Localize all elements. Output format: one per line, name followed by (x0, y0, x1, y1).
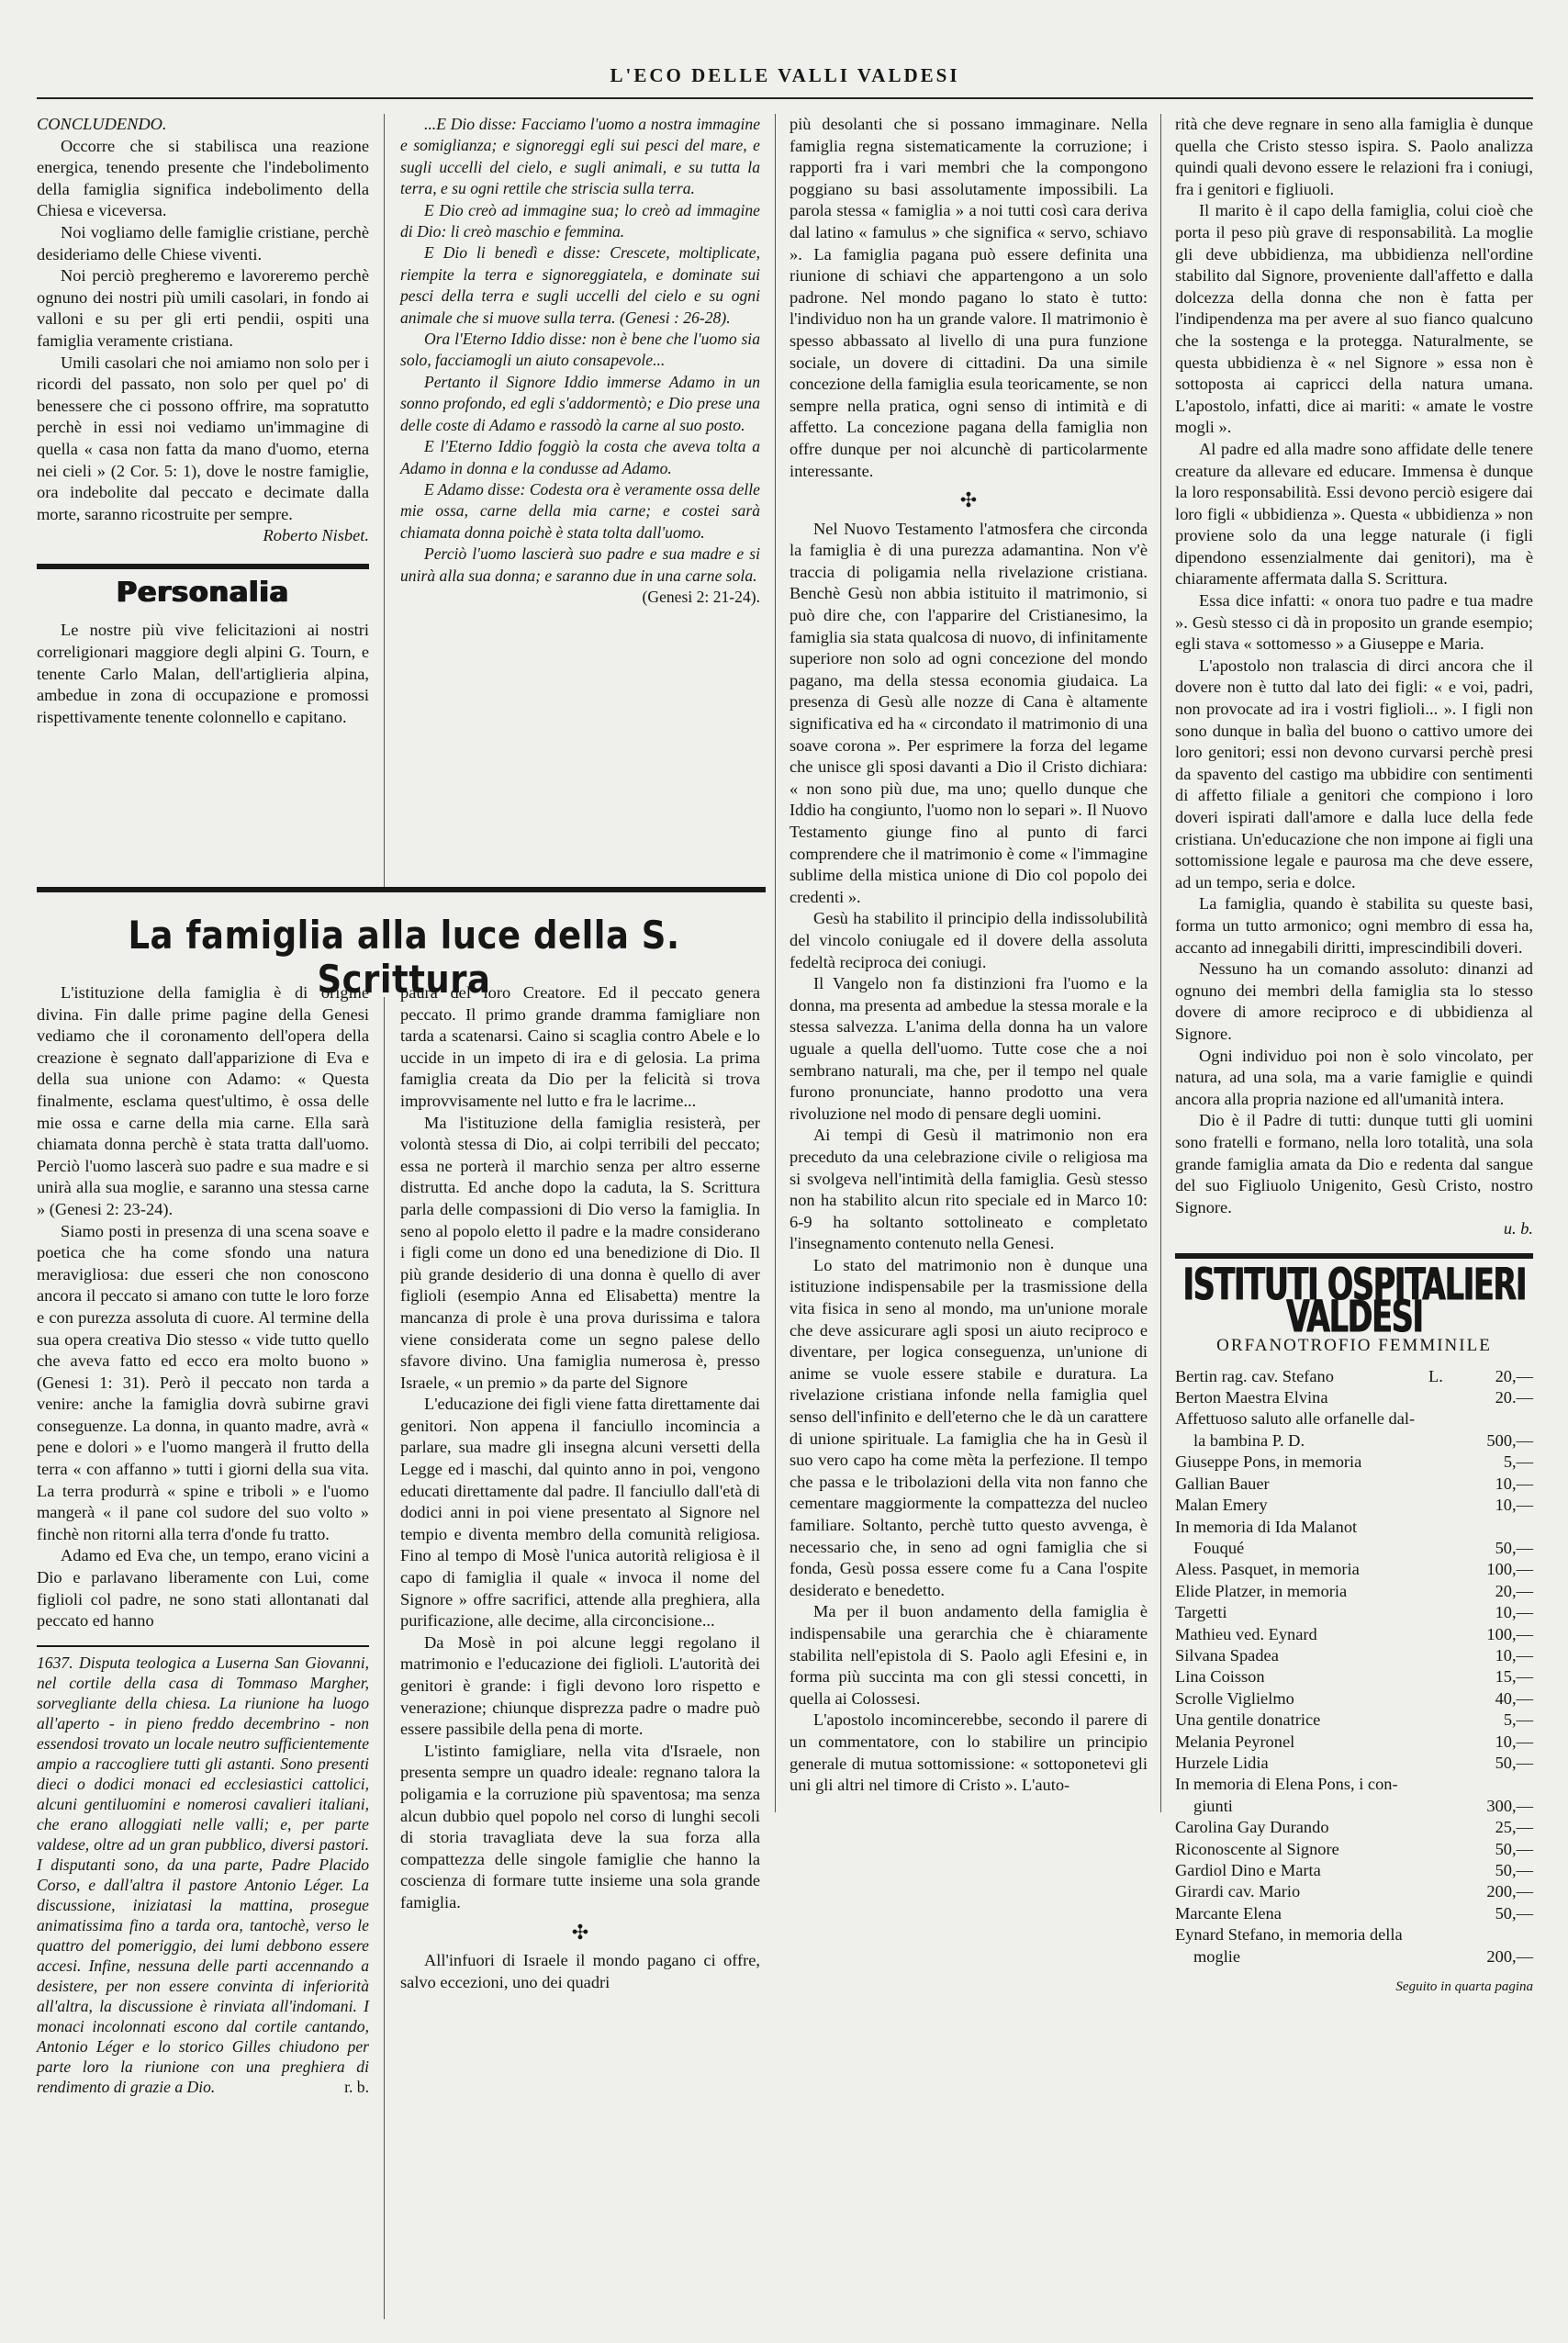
donation-row (1175, 1753, 1533, 1774)
divider (37, 1645, 369, 1647)
istituti-heading: ISTITUTI OSPITALIERI VALDESI (1182, 1258, 1526, 1342)
cross-ornament: ✣ (959, 488, 978, 512)
donation-row (1175, 1666, 1533, 1687)
donation-currency (1428, 1666, 1449, 1687)
personalia-text: Le nostre più vive felicitazioni ai nostri correligionari maggiore degli alpini G. Tourn, e tenente Carlo Malan, dell'artiglieria alpina, ambedue in zona di occupazione e promossi rispettivamente tenente colonnello e capitano. (37, 621, 369, 726)
divider (37, 564, 369, 569)
donor-name: Melania Peyronel (1175, 1732, 1295, 1751)
donor-name: Bertin rag. cav. Stefano (1175, 1366, 1334, 1385)
section-heading: CONCLUDENDO. (37, 115, 167, 133)
column-divider (384, 997, 385, 2319)
donation-amount: 300,— (1486, 1796, 1533, 1815)
donation-currency (1428, 1624, 1449, 1645)
donation-currency (1428, 1387, 1449, 1408)
author-signature: u. b. (1503, 1219, 1533, 1239)
paragraph: Adamo ed Eva che, un tempo, erano vicini a Dio e parlavano liberamente con Lui, come figlioli col padre, ne sono stati allontanati dal peccato ed hanno (37, 1546, 369, 1631)
donation-row (1175, 1474, 1533, 1495)
donation-amount: 50,— (1495, 1861, 1533, 1879)
donation-row (1175, 1710, 1533, 1731)
donation-currency (1428, 1581, 1449, 1602)
paragraph: Lo stato del matrimonio non è dunque una istituzione indispensabile per la trasmissione della vita fisica in seno al mondo, ma un'unione morale che deve assicurare agli sposi un aiuto reciproco e diventare, per logica conseguenza, un'unione di anime se vuole essere stabile e duratura. La rivelazione cristiana infonde nella famiglia quel senso dell'infinito e dell'eterno che le dà un carattere di unione spirituale. La famiglia che ha in Gesù il suo vero capo ha come mèta la perfezione. Il tempo che passa e le tribolazioni della vita non fanno che cementare maggiormente la compattezza del nucleo familiare. Soltanto, perchè tutto questo avvenga, è necessario che, in seno ad ogni famiglia che si fonda, Gesù possa essere come fu a Cana l'ospite desiderato e benedetto. (790, 1255, 1148, 1599)
donor-name: Giuseppe Pons, in memoria (1175, 1452, 1362, 1472)
donation-row (1175, 1517, 1533, 1538)
paragraph: L'apostolo incomincerebbe, secondo il parere di un commentatore, con lo stabilire un principio generale di mutua sottomissione: « sottoponetevi gli uni gli altri nel timore di Cristo ». L'auto- (790, 1710, 1148, 1795)
donation-currency (1428, 1839, 1449, 1860)
personalia-heading: Personalia (116, 576, 289, 609)
donation-row (1175, 1817, 1533, 1838)
continued-note: Seguito in quarta pagina (1395, 1979, 1533, 1995)
donor-name: giunti (1193, 1796, 1233, 1815)
article-column-3 (790, 114, 1148, 1797)
donation-row (1175, 1946, 1533, 1967)
genesis-quote-column (400, 114, 760, 608)
donor-name: Carolina Gay Durando (1175, 1818, 1329, 1837)
donation-row (1175, 1430, 1533, 1452)
donor-name: Fouqué (1193, 1538, 1245, 1557)
donor-name: Elide Platzer, in memoria (1175, 1581, 1348, 1600)
donation-row (1175, 1796, 1533, 1817)
paragraph: Ma l'istituzione della famiglia resisterà, per volontà stessa di Dio, ai colpi terribili del peccato; essa ne porterà il marchio senza per altro esserne distrutta. Ed anche dopo la caduta, la S. Scrittura parla delle compassioni di Dio verso la famiglia. In seno al popolo eletto il padre e la madre considerano i figli come un dono ed una benedizione di Dio. Il più grande desiderio di una donna è quello di aver figlioli (esempio Anna ed Elisabetta) mentre la mancanza di prole è una prova durissima e talora viene considerata come un segno palese dello sfavore divino. Una famiglia numerosa è, presso Israele, « un premio » da parte del Signore (400, 1113, 760, 1392)
paragraph: L'apostolo non tralascia di dirci ancora che il dovere non è tutto dal lato dei figli: « e voi, padri, non provocate ad ira i vostri figlioli... ». I figli non sono dunque in balìa del buono o cattivo umore dei loro genitori; essi non devono curvarsi perchè presi da spavento del castigo ma ubbidire con sentimenti di affetto filiale a genitori che compiono i loro doveri ispirati dall'amore e dalla luce della fede cristiana. Un'educazione che non impone ai figli una sottomissione legale e paurosa ma che deve essere, ad un tempo, seria e dolce. (1175, 656, 1533, 891)
donation-row (1175, 1903, 1533, 1924)
donation-row (1175, 1495, 1533, 1516)
donor-name: Malan Emery (1175, 1496, 1268, 1515)
donation-row (1175, 1774, 1533, 1795)
paragraph: Dio è il Padre di tutti: dunque tutti gli uomini sono fratelli e formano, nella loro totalità, una sola grande famiglia amata da Dio e redenta dal sangue del suo Figliuolo Unigenito, Gesù Cristo, nostro Signore. (1175, 1111, 1533, 1216)
donation-row (1175, 1645, 1533, 1666)
donation-amount: 100,— (1486, 1624, 1533, 1643)
donation-amount: 25,— (1495, 1818, 1533, 1837)
donation-amount: 10,— (1495, 1474, 1533, 1493)
quote-paragraph: E Dio li benedì e disse: Crescete, moltiplicate, riempite la terra e signoreggiatela, e dominate sui pesci della terra e sugli uccelli del cielo e su ogni animale che si muove sulla terra. (Genesi : 26-28). (400, 243, 760, 327)
paragraph: rità che deve regnare in seno alla famiglia è dunque quella che Cristo stesso ispira. S. Paolo analizza quindi quali devono essere le relazioni fra i coniugi, fra i genitori e figliuoli. (1175, 115, 1533, 198)
donation-currency (1428, 1559, 1449, 1580)
donation-row (1175, 1602, 1533, 1623)
donor-name: In memoria di Ida Malanot (1175, 1517, 1358, 1536)
paragraph: Occorre che si stabilisca una reazione energica, tenendo presente che l'indebolimento della famiglia significa indebolimento della Chiesa e viceversa. (37, 136, 369, 220)
donation-currency (1428, 1710, 1449, 1731)
donation-row (1175, 1581, 1533, 1602)
paragraph: Da Mosè in poi alcune leggi regolano il matrimonio e l'educazione dei figlioli. L'autorità dei genitori è grande: i figli devono loro rispetto e venerazione; chiunque disprezza padre o madre può essere passibile della pena di morte. (400, 1632, 760, 1739)
column-divider (775, 114, 776, 1812)
donor-name: Scrolle Viglielmo (1175, 1688, 1294, 1708)
donation-currency (1428, 1517, 1449, 1538)
quote-paragraph: Perciò l'uomo lascierà suo padre e sua madre e si unirà alla sua donna; e saranno due in una carne sola. (400, 544, 760, 585)
donor-name: Targetti (1175, 1603, 1227, 1622)
donation-currency (1428, 1602, 1449, 1623)
paragraph: Gesù ha stabilito il principio della indissolubilità del vincolo coniugale ed il dovere della assoluta fedeltà reciproca dei coniugi. (790, 909, 1148, 971)
donation-amount: 500,— (1486, 1430, 1533, 1450)
article-column-1 (37, 982, 369, 2097)
donation-amount: 100,— (1486, 1560, 1533, 1579)
paragraph: più desolanti che si possano immaginare. Nella famiglia regna sistematicamente la corruzione; i rapporti fra i vari membri che la compongono poggiano su basi assolutamente impossibili. La parola stessa « famiglia » a noi tutti così cara deriva dal latino « famulus » che significa « servo, schiavo ». La famiglia pagana può essere definita una riunione di schiavi che appartengono a un solo padrone. Nel mondo pagano lo stato è tutto: l'individuo non ha un grande valore. Il matrimonio è spesso abbassato al livello di una pura funzione sociale, un dovere di cittadini. Da una simile concezione della famiglia esula teoricamente, se non sempre nella pratica, ogni senso di intimità e di affetto. La concezione pagana della famiglia non offre dunque per noi alcunchè di particolarmente interessante. (790, 115, 1148, 480)
donor-name: Girardi cav. Mario (1175, 1882, 1301, 1901)
donation-amount: 10,— (1495, 1645, 1533, 1665)
donation-currency (1428, 1796, 1449, 1817)
donor-name: Mathieu ved. Eynard (1175, 1624, 1317, 1643)
donor-name: Hurzele Lidia (1175, 1753, 1269, 1772)
donation-currency (1428, 1538, 1449, 1559)
donation-amount: 5,— (1503, 1710, 1533, 1730)
bible-reference: (Genesi 2: 21-24). (642, 587, 760, 606)
paragraph: Ogni individuo poi non è solo vincolato, per natura, ad una sola, ma a varie famiglie e quindi ancora alla propria nazione ed all'umanità intera. (1175, 1046, 1533, 1108)
paragraph: Il Vangelo non fa distinzioni fra l'uomo e la donna, ma presenta ad ambedue la stessa morale e la stessa salvezza. L'anima della donna ha un valore uguale a quella dell'uomo. Tutte cose che a noi sembrano naturali, ma che, per il tempo nel quale furono pronunciate, hanno prodotto una vera rivoluzione nel modo di pensare degli uomini. (790, 974, 1148, 1123)
donation-amount (1449, 1408, 1533, 1429)
quote-paragraph: Pertanto il Signore Iddio immerse Adamo in un sonno profondo, ed egli s'addormentò; e Dio prese una delle coste di Adamo e rassodò la carne al suo posto. (400, 372, 760, 434)
donation-amount (1449, 1774, 1533, 1795)
donation-row (1175, 1408, 1533, 1429)
donor-name: Gallian Bauer (1175, 1474, 1270, 1493)
paragraph: Noi vogliamo delle famiglie cristiane, perchè desideriamo delle Chiese viventi. (37, 222, 369, 263)
donation-amount: 50,— (1495, 1839, 1533, 1858)
donation-amount: 50,— (1495, 1903, 1533, 1923)
donation-row (1175, 1538, 1533, 1559)
donation-amount (1449, 1924, 1533, 1945)
page-header (37, 61, 1533, 99)
donor-name: Aless. Pasquet, in memoria (1175, 1560, 1360, 1579)
note-signature: r. b. (344, 2077, 369, 2096)
donor-name: Berton Maestra Elvina (1175, 1388, 1328, 1407)
quote-paragraph: ...E Dio disse: Facciamo l'uomo a nostra immagine e somiglianza; e signoreggi egli sui pesci del mare, e sugli uccelli del cielo, e sugli animali, e su tutta la terra, e su ogni rettile che striscia sulla terra. (400, 115, 760, 198)
donation-amount: 10,— (1495, 1496, 1533, 1515)
donation-amount: 20,— (1495, 1581, 1533, 1600)
donation-row (1175, 1732, 1533, 1753)
donor-name: Eynard Stefano, in memoria della (1175, 1925, 1403, 1945)
paragraph: Umili casolari che noi amiamo non solo per i ricordi del passato, non solo per quel po' di benessere che ci possono offrire, ma sopratutto perchè in essi noi vediamo un'immagine di quella « casa non fatta da mano d'uomo, eterna nei cieli » (2 Cor. 5: 1), dove le nostre famiglie, ora indebolite dal peccato e decimate dalla morte, saranno ricostruite per sempre. (37, 353, 369, 523)
paragraph: Al padre ed alla madre sono affidate delle tenere creature da allevare ed educare. Immensa è dunque la loro responsabilità. Essi devono perciò esigere dai loro figli « ubbidienza ». Questa « ubbidienza » non proviene solo da una legge naturale (i figli dipendono essenzialmente dai genitori), ma è chiaramente affermata dalla S. Scrittura. (1175, 439, 1533, 589)
donor-name: la bambina P. D. (1193, 1430, 1305, 1450)
donor-name: Marcante Elena (1175, 1903, 1282, 1923)
donation-currency (1428, 1817, 1449, 1838)
quote-paragraph: E Adamo disse: Codesta ora è veramente ossa delle mie ossa, carne della mia carne; e costei sarà chiamata donna poichè è stata tolta dall'uomo. (400, 479, 760, 542)
conclusion-column (37, 114, 369, 728)
cross-ornament: ✣ (571, 1920, 589, 1944)
donation-row (1175, 1624, 1533, 1645)
donor-name: Gardiol Dino e Marta (1175, 1861, 1321, 1879)
donation-currency (1428, 1753, 1449, 1774)
section-divider (37, 887, 766, 892)
donor-name: Silvana Spadea (1175, 1645, 1279, 1665)
quote-paragraph: E l'Eterno Iddio foggiò la costa che aveva tolta a Adamo in donna e la condusse ad Adamo. (400, 437, 760, 477)
column-divider (384, 114, 385, 889)
historical-note (37, 1653, 369, 2097)
paragraph: L'educazione dei figli viene fatta direttamente dai genitori. Non appena il fanciullo incomincia a parlare, sua madre gli insegna alcuni versetti della Legge ed i maschi, dal quinto anno in poi, vengono educati direttamente dal padre. Il fanciullo dall'età di dodici anni in poi viene presentato al Signore nel tempio e diventa membro della comunità religiosa. Fino al tempo di Mosè l'unica autorità religiosa è il capo di famiglia il quale « invoca il nome del Signore » offre sacrifici, attende alla preghiera, alla purificazione, alle decime, alla circoncisione... (400, 1395, 760, 1631)
donation-currency (1428, 1452, 1449, 1473)
donation-currency (1428, 1430, 1449, 1452)
donation-row (1175, 1452, 1533, 1473)
donation-amount: 10,— (1495, 1732, 1533, 1751)
donation-amount: 200,— (1486, 1946, 1533, 1966)
paragraph: Ai tempi di Gesù il matrimonio non era preceduto da una celebrazione civile o religiosa ma si svolgeva nell'intimità della famiglia. Gesù stesso non ha stabilito alcun rito speciale ed in Marco 10: 6-9 ha soltanto sottolineato e completato l'insegnamento contenuto nella Genesi. (790, 1126, 1148, 1253)
donation-row (1175, 1924, 1533, 1945)
donation-amount: 15,— (1495, 1667, 1533, 1687)
paragraph: Ma per il buon andamento della famiglia è indispensabile una gerarchia che è chiaramente stabilita nell'epistola di S. Paolo agli Efesini e, in forma più succinta ma con gli stessi concetti, in quella ai Colossesi. (790, 1602, 1148, 1708)
donor-name: moglie (1193, 1946, 1241, 1966)
donation-amount: 200,— (1486, 1882, 1533, 1901)
note-body: 1637. Disputa teologica a Luserna San Giovanni, nel cortile della casa di Tommaso Margher, sorvegliante della chiesa. La riunione ha luogo all'aperto - in pieno freddo decembrino - non essendosi trovato un locale neutro sufficientemente ampio a raccogliere tutti gli astanti. Sono presenti dieci o dodici monaci ed ecclesiastici cattolici, alcuni gentiluomini e nomerosi cavalieri italiani, che erano alloggiati nelle valli; e, per parte valdese, oltre ad un gran pubblico, diversi pastori. I disputanti sono, da una parte, Padre Placido Corso, e dall'altra il pastore Antonio Léger. La discussione, iniziatasi la mattina, prosegue animatissima fino a tarda ora, tantochè, verso le quattro del pomeriggio, dei lumi debbono essere accesi. Infine, nessuna delle parti accennando a desistere, per non essere convinta di inferiorità all'altra, la discussione è rinviata all'indomani. I monaci incolonnati escono dal cortile cantando, Antonio Léger e lo storico Gilles chiudono per parte loro la riunione con una preghiera di rendimento di grazie a Dio. (37, 1653, 369, 2096)
quote-paragraph: Ora l'Eterno Iddio disse: non è bene che l'uomo sia solo, facciamogli un aiuto consapevole... (400, 330, 760, 370)
paragraph: All'infuori di Israele il mondo pagano ci offre, salvo eccezioni, uno dei quadri (400, 1951, 760, 1991)
donor-name: Affettuoso saluto alle orfanelle dal- (1175, 1409, 1416, 1429)
article-column-2 (400, 982, 760, 1993)
author-signature: Roberto Nisbet. (263, 526, 369, 545)
donor-name: Riconoscente al Signore (1175, 1839, 1339, 1858)
donation-row (1175, 1366, 1533, 1387)
orfanotrofio-heading: ORFANOTROFIO FEMMINILE (1216, 1336, 1492, 1356)
paragraph: Noi perciò pregheremo e lavoreremo perchè ognuno dei nostri più umili casolari, in fondo ai valloni e su per gli erti pendii, ospiti una famiglia veramente cristiana. (37, 266, 369, 350)
paragraph: Nessuno ha un comando assoluto: dinanzi ad ognuno dei membri della famiglia sta lo stesso dovere di amore reciproco e di ubbidienza al Signore. (1175, 959, 1533, 1043)
quote-paragraph: E Dio creò ad immagine sua; lo creò ad immagine di Dio: li creò maschio e femmina. (400, 200, 760, 241)
donation-amount: 20.— (1495, 1388, 1533, 1407)
paragraph: Il marito è il capo della famiglia, colui cioè che porta il peso più grave di responsabilità. La moglie gli deve ubbidienza, ma ubbidienza nell'ordine stabilito dal Signore, proveniente dall'affetto e dalla dolcezza della donna che non è fatta per l'indipendenza ma per avere al suo fianco qualcuno che la sostenga e la protegga. Naturalmente, se questa ubbidienza è « nel Signore » essa non è sottoposta ai capricci della natura umana. L'apostolo, infatti, dice ai mariti: « amate le vostre mogli ». (1175, 201, 1533, 437)
donation-amount: 10,— (1495, 1603, 1533, 1622)
donation-row (1175, 1839, 1533, 1860)
article-column-4 (1175, 114, 1533, 1999)
donation-amount: 50,— (1495, 1538, 1533, 1557)
paragraph: La famiglia, quando è stabilita su queste basi, forma un tutto armonico; ogni membro di essa ha, accanto ad innegabili diritti, imprescindibili doveri. (1175, 894, 1533, 957)
paragraph: Siamo posti in presenza di una scena soave e poetica che ha come sfondo una natura meravigliosa: due esseri che non conoscono ancora il peccato si amano con tutte le loro forze e con purezza assoluta di cuore. Al termine della sua opera creativa Dio stesso « vide tutto quello che aveva fatto ed ecco era molto buono » (Genesi 1: 31). Però il peccato non tarda a venire: anche la famiglia dovrà subirne gravi conseguenze. La donna, in quanto madre, avrà « pene e dolori » e l'uomo mangerà il frutto della terra « con affanno » tutti i giorni della sua vita. La terra produrrà « spine e triboli » e l'uomo mangerà « il pane col sudore del suo volto » finchè non ritorni alla terra d'onde fu tratto. (37, 1221, 369, 1543)
donation-currency (1428, 1645, 1449, 1666)
donor-name: In memoria di Elena Pons, i con- (1175, 1775, 1398, 1794)
donation-amount: 50,— (1495, 1753, 1533, 1772)
article-title: La famiglia alla luce della S. Scrittura (128, 913, 680, 1003)
paragraph: Nel Nuovo Testamento l'atmosfera che circonda la famiglia è di una purezza adamantina. Non v'è traccia di poligamia nella rivelazione cristiana. Benchè Gesù non abbia istituito il matrimonio, si può dire che, con l'apparire del Cristianesimo, la famiglia sia stata qualcosa di nuovo, di infinitamente superiore non solo ad ogni concezione del mondo pagano, ma della stessa economia giudaica. La presenza di Gesù alle nozze di Cana è altamente significativa ed ha « circondato il matrimonio di una soave corona ». Per esprimere la forza del legame che unisce gli sposi davanti a Dio il Cristo dichiara: « non sono più due, ma uno; quello dunque che Iddio ha congiunto, l'uomo non lo separi ». Il Nuovo Testamento giunge fino al punto di farci comprendere che il matrimonio è come « l'immagine sublime della mistica unione di Dio col popolo dei credenti ». (790, 519, 1148, 906)
note-text (37, 1653, 369, 2097)
donation-currency (1428, 1903, 1449, 1924)
donation-row (1175, 1881, 1533, 1902)
donation-row (1175, 1860, 1533, 1881)
donor-name: Una gentile donatrice (1175, 1710, 1321, 1730)
donation-amount: 20,— (1495, 1366, 1533, 1385)
donation-currency (1428, 1408, 1449, 1429)
donation-row (1175, 1559, 1533, 1580)
donation-currency: L. (1428, 1366, 1443, 1385)
donation-row (1175, 1688, 1533, 1710)
donation-currency (1428, 1732, 1449, 1753)
donation-amount: 40,— (1495, 1688, 1533, 1708)
donation-currency (1428, 1881, 1449, 1902)
paragraph: Essa dice infatti: « onora tuo padre e tua madre ». Gesù stesso ci dà in proposito un grande esempio; egli stava « sottomesso » a Giuseppe e Maria. (1175, 591, 1533, 654)
donation-currency (1428, 1946, 1449, 1967)
paragraph: L'istituzione della famiglia è di origine divina. Fin dalle prime pagine della Genesi vediamo che il coronamento dell'opera della creazione è segnato dall'apparizione di Eva e della sua unione con Adamo: « Questa finalmente, esclama quest'ultimo, è ossa delle mie ossa e carne della mia carne. Ella sarà chiamata donna perchè è stata tratta dall'uomo. Perciò l'uomo lascerà suo padre e sua madre e si unirà alla sua moglie, e saranno una stessa carne » (Genesi 2: 23-24). (37, 983, 369, 1218)
donation-row (1175, 1387, 1533, 1408)
donation-currency (1428, 1860, 1449, 1881)
paragraph: paura del loro Creatore. Ed il peccato genera peccato. Il primo grande dramma famigliare non tarda a scatenarsi. Caino si scaglia contro Abele e lo uccide in un impeto di ira e di gelosia. La prima famiglia creata da Dio per la felicità si trova improvvisamente nel lutto e fra le lacrime... (400, 983, 760, 1110)
donation-amount: 5,— (1503, 1452, 1533, 1472)
donation-currency (1428, 1474, 1449, 1495)
paragraph: L'istinto famigliare, nella vita d'Israele, non presenta sempre un quadro ideale: regnano talora la poligamia e la corruzione più spaventosa; ma senza alcun dubbio quel popolo nel corso di lunghi secoli di storia travagliata deve la sua forza alla compattezza delle singole famiglie che hanno la coscienza di formare tutte insieme una sola grande famiglia. (400, 1741, 760, 1911)
donor-name: Lina Coisson (1175, 1667, 1265, 1687)
donation-list (1175, 1366, 1533, 1967)
donation-currency (1428, 1495, 1449, 1516)
donation-currency (1428, 1924, 1449, 1945)
donation-currency (1428, 1688, 1449, 1710)
column-divider (1160, 114, 1161, 1812)
donation-currency (1428, 1774, 1449, 1795)
newspaper-title: L'ECO DELLE VALLI VALDESI (610, 64, 960, 86)
donation-amount (1449, 1517, 1533, 1538)
